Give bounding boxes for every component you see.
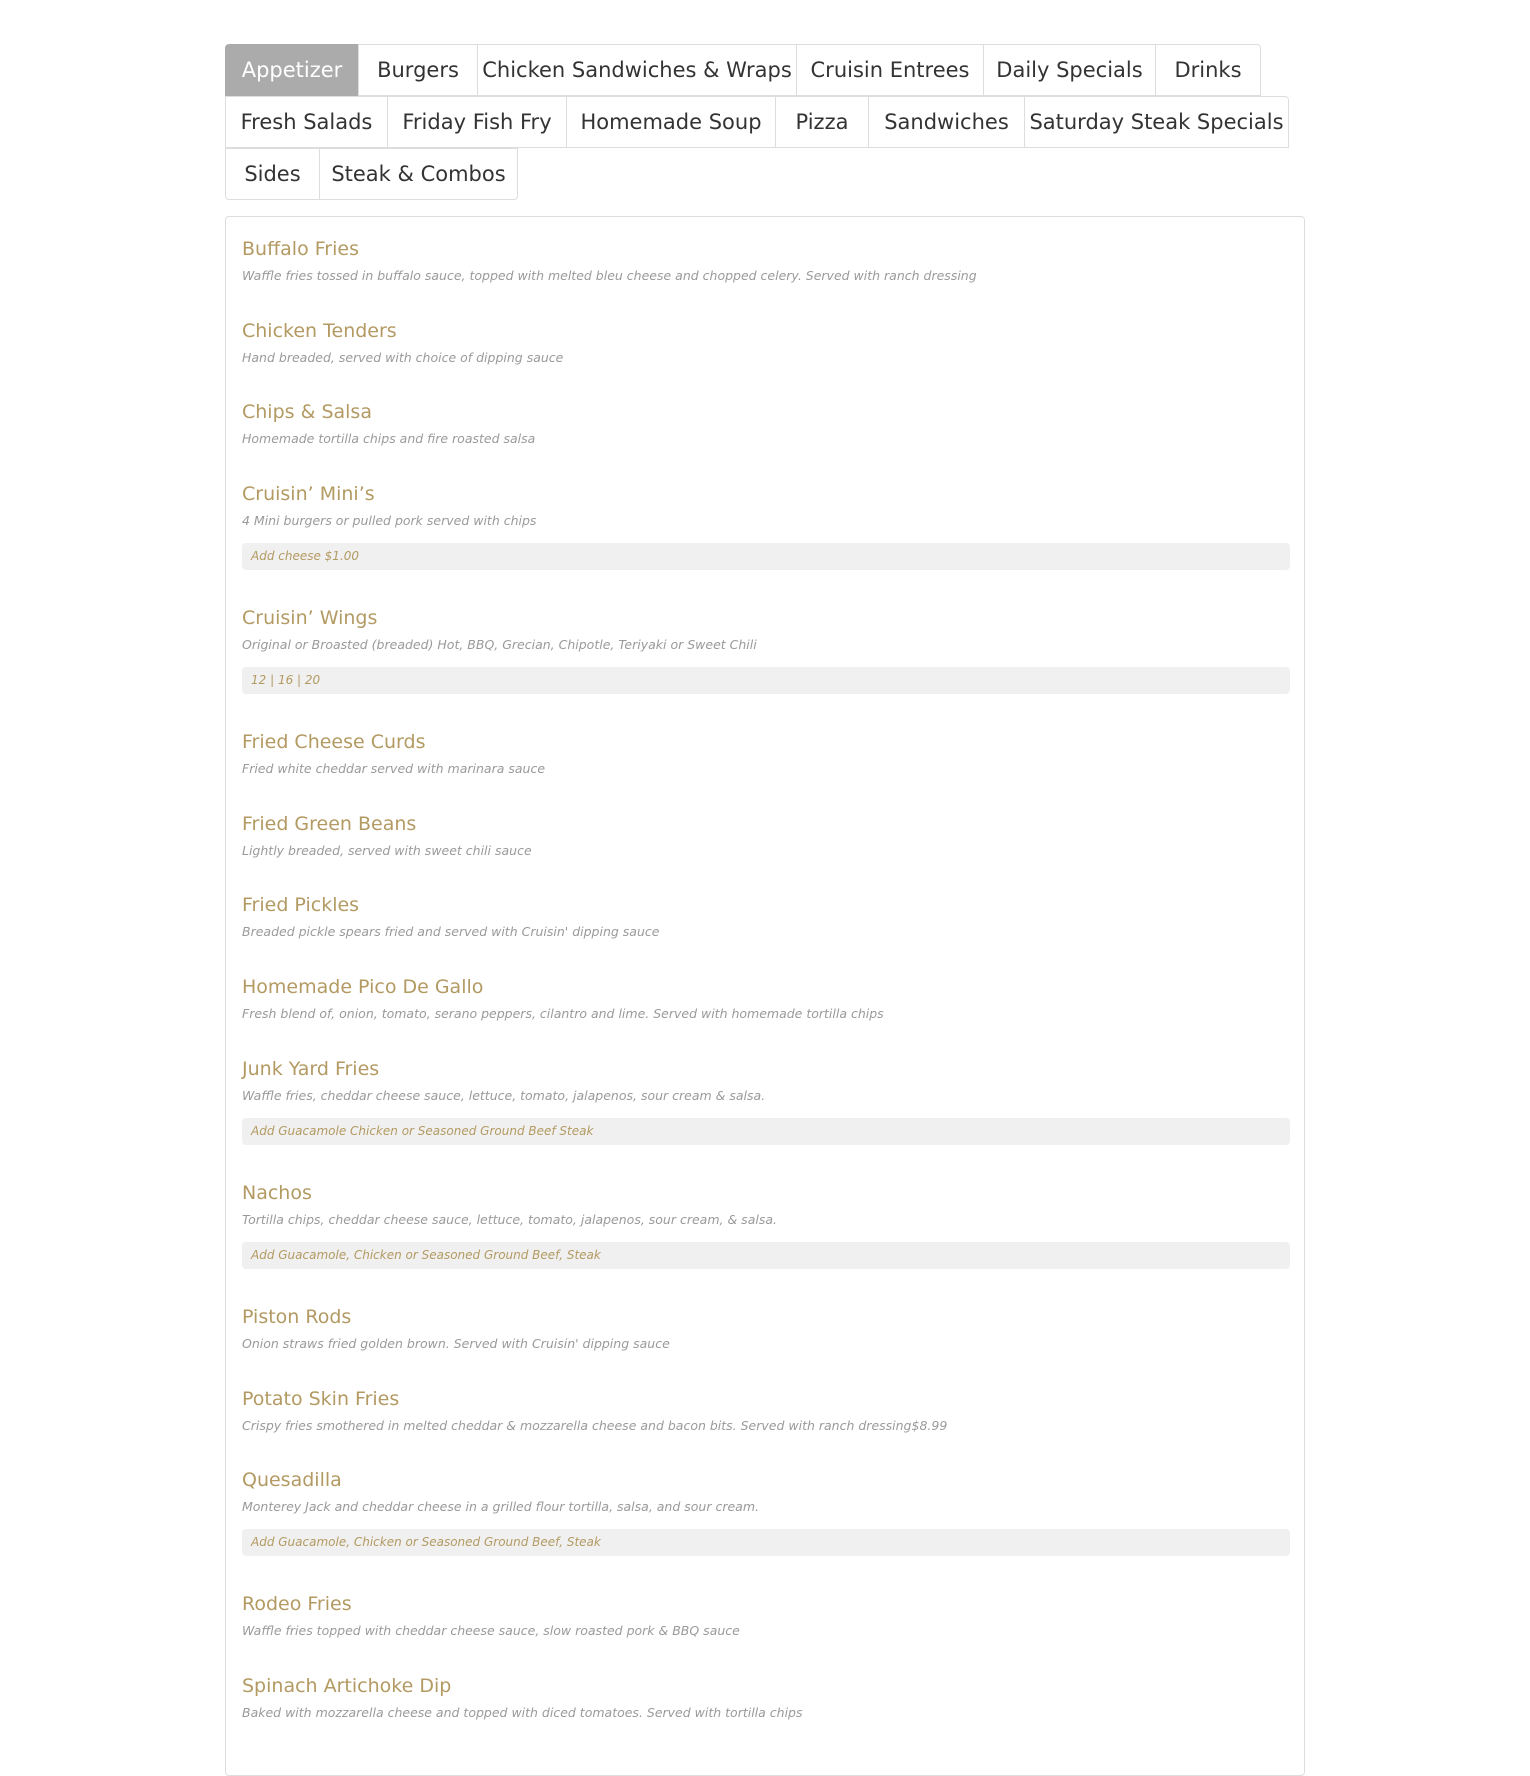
menu-item-description: Waffle fries topped with cheddar cheese sauce, slow roasted pork & BBQ sauce (242, 1623, 740, 1638)
tab-sandwiches[interactable]: Sandwiches (868, 96, 1025, 148)
menu-item-name: Fried Pickles (242, 894, 360, 916)
menu-item-addon: Add Guacamole, Chicken or Seasoned Ground Beef, Steak (242, 1242, 1290, 1269)
menu-item-description: Waffle fries, cheddar cheese sauce, lettuce, tomato, jalapenos, sour cream & salsa. (242, 1088, 766, 1103)
tab-fresh-salads[interactable]: Fresh Salads (225, 96, 388, 148)
menu-item (242, 812, 1290, 859)
category-tabs (225, 45, 1305, 201)
menu-item (242, 1305, 1290, 1352)
menu-item (242, 975, 1290, 1022)
menu-item-description: Fried white cheddar served with marinara sauce (242, 761, 546, 776)
tab-cruisin-entrees[interactable]: Cruisin Entrees (796, 44, 984, 96)
menu-item-addon: Add Guacamole, Chicken or Seasoned Ground Beef, Steak (242, 1529, 1290, 1556)
menu-item (242, 1592, 1290, 1639)
menu-panel (225, 216, 1305, 1776)
tab-row-3 (225, 149, 1305, 201)
menu-item-description: Homemade tortilla chips and fire roasted salsa (242, 431, 536, 446)
menu-item-name: Spinach Artichoke Dip (242, 1675, 452, 1697)
menu-item-name: Fried Green Beans (242, 813, 417, 835)
menu-item-name: Piston Rods (242, 1306, 352, 1328)
menu-item-addon: 12 | 16 | 20 (242, 667, 1290, 694)
menu-item-name: Rodeo Fries (242, 1593, 352, 1615)
menu-item-name: Fried Cheese Curds (242, 731, 426, 753)
menu-item-description: Breaded pickle spears fried and served with Cruisin' dipping sauce (242, 924, 660, 939)
menu-item-name: Quesadilla (242, 1469, 342, 1491)
menu-item-name: Potato Skin Fries (242, 1388, 400, 1410)
menu-item (242, 400, 1290, 447)
menu-item (242, 893, 1290, 940)
menu-item-description: Baked with mozzarella cheese and topped with diced tomatoes. Served with tortilla chips (242, 1705, 803, 1720)
menu-item-description: Fresh blend of, onion, tomato, serano peppers, cilantro and lime. Served with homemade tortilla chips (242, 1006, 884, 1021)
menu-item (242, 1181, 1290, 1269)
tab-burgers[interactable]: Burgers (358, 44, 478, 96)
tab-saturday-steak-specials[interactable]: Saturday Steak Specials (1024, 96, 1289, 148)
menu-item-description: 4 Mini burgers or pulled pork served with chips (242, 513, 537, 528)
menu-item (242, 319, 1290, 366)
menu-item-name: Chips & Salsa (242, 401, 372, 423)
menu-item (242, 1674, 1290, 1721)
tab-steak-combos[interactable]: Steak & Combos (319, 148, 518, 200)
menu-item (242, 1468, 1290, 1556)
menu-item-name: Cruisin’ Mini’s (242, 483, 375, 505)
tab-homemade-soup[interactable]: Homemade Soup (566, 96, 776, 148)
menu-item-name: Chicken Tenders (242, 320, 397, 342)
tab-appetizer[interactable]: Appetizer (225, 44, 359, 96)
menu-item (242, 606, 1290, 694)
menu-item (242, 1387, 1290, 1434)
menu-item (242, 482, 1290, 570)
menu-item-name: Homemade Pico De Gallo (242, 976, 484, 998)
tab-drinks[interactable]: Drinks (1155, 44, 1261, 96)
menu-item-description: Hand breaded, served with choice of dipping sauce (242, 350, 564, 365)
menu-item-name: Cruisin’ Wings (242, 607, 378, 629)
menu-item-addon: Add Guacamole Chicken or Seasoned Ground Beef Steak (242, 1118, 1290, 1145)
tab-row-2 (225, 97, 1305, 149)
tab-friday-fish-fry[interactable]: Friday Fish Fry (387, 96, 567, 148)
menu-item-description: Crispy fries smothered in melted cheddar & mozzarella cheese and bacon bits. Served with ranch dressing$8.99 (242, 1418, 948, 1433)
menu-item-description: Onion straws fried golden brown. Served with Cruisin' dipping sauce (242, 1336, 670, 1351)
tab-pizza[interactable]: Pizza (775, 96, 869, 148)
menu-item-description: Original or Broasted (breaded) Hot, BBQ, Grecian, Chipotle, Teriyaki or Sweet Chili (242, 637, 757, 652)
menu-item (242, 237, 1290, 284)
menu-item-name: Junk Yard Fries (242, 1058, 380, 1080)
tab-chicken-sandwiches-wraps[interactable]: Chicken Sandwiches & Wraps (477, 44, 797, 96)
tab-daily-specials[interactable]: Daily Specials (983, 44, 1156, 96)
menu-item-name: Buffalo Fries (242, 238, 359, 260)
tab-row-1 (225, 45, 1305, 97)
menu-item-description: Waffle fries tossed in buffalo sauce, topped with melted bleu cheese and chopped celery. Served with ranch dressing (242, 268, 977, 283)
menu-item-description: Lightly breaded, served with sweet chili sauce (242, 843, 532, 858)
menu-item (242, 730, 1290, 777)
tab-sides[interactable]: Sides (225, 148, 320, 200)
menu-item-addon: Add cheese $1.00 (242, 543, 1290, 570)
menu-item (242, 1057, 1290, 1145)
menu-item-description: Monterey Jack and cheddar cheese in a grilled flour tortilla, salsa, and sour cream. (242, 1499, 759, 1514)
menu-item-name: Nachos (242, 1182, 312, 1204)
menu-item-description: Tortilla chips, cheddar cheese sauce, lettuce, tomato, jalapenos, sour cream, & salsa. (242, 1212, 777, 1227)
